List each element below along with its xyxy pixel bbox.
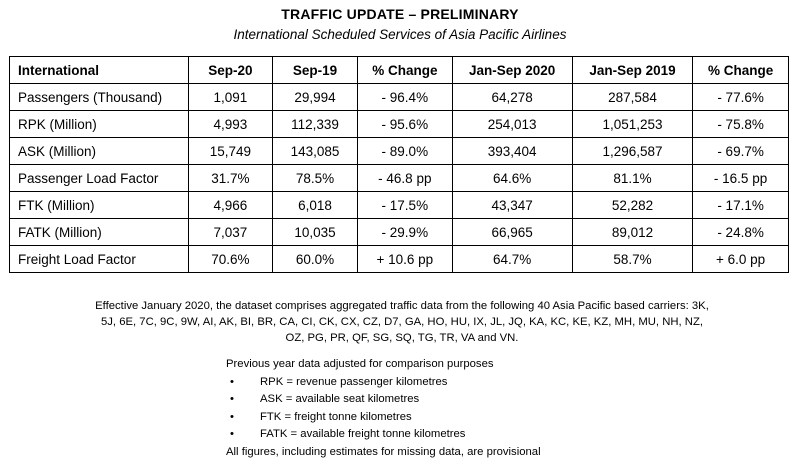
table-cell: 143,085 bbox=[272, 138, 357, 165]
definition-text: RPK = revenue passenger kilometres bbox=[260, 375, 448, 388]
table-cell: - 46.8 pp bbox=[358, 165, 452, 192]
column-header: % Change bbox=[693, 57, 789, 84]
page-subtitle: International Scheduled Services of Asia Pacific Airlines bbox=[233, 27, 567, 42]
table-row bbox=[10, 192, 789, 219]
table-cell: 70.6% bbox=[188, 246, 272, 273]
table-cell: 1,051,253 bbox=[572, 111, 692, 138]
table-cell: - 69.7% bbox=[693, 138, 789, 165]
table-cell: 1,296,587 bbox=[572, 138, 692, 165]
table-cell: 112,339 bbox=[272, 111, 357, 138]
table-cell: 52,282 bbox=[572, 192, 692, 219]
table-row bbox=[10, 84, 789, 111]
note-line: 5J, 6E, 7C, 9C, 9W, AI, AK, BI, BR, CA, CI, CK, CX, CZ, D7, GA, HO, HU, IX, JL, JQ, KA, KC, KE, KZ, MH, MU, NH, NZ, bbox=[100, 316, 703, 328]
table-cell: - 75.8% bbox=[693, 111, 789, 138]
table-cell: - 16.5 pp bbox=[693, 165, 789, 192]
table-cell: - 77.6% bbox=[693, 84, 789, 111]
table-cell: + 10.6 pp bbox=[358, 246, 452, 273]
table-cell: 66,965 bbox=[452, 219, 572, 246]
table-cell: 15,749 bbox=[188, 138, 272, 165]
table-cell: 4,966 bbox=[188, 192, 272, 219]
table-cell: - 17.1% bbox=[693, 192, 789, 219]
footnote-intro: Previous year data adjusted for comparison purposes bbox=[226, 358, 494, 370]
definition-text: FTK = freight tonne kilometres bbox=[260, 410, 412, 423]
table-cell: Passenger Load Factor bbox=[10, 165, 189, 192]
column-header: % Change bbox=[358, 57, 452, 84]
carrier-note bbox=[62, 298, 742, 346]
table-row bbox=[10, 111, 789, 138]
bullet-icon: • bbox=[230, 375, 234, 388]
table-cell: 254,013 bbox=[452, 111, 572, 138]
note-line: OZ, PG, PR, QF, SG, SQ, TG, TR, VA and VN. bbox=[285, 332, 519, 344]
table-cell: - 89.0% bbox=[358, 138, 452, 165]
table-row bbox=[10, 219, 789, 246]
table-cell: 4,993 bbox=[188, 111, 272, 138]
table-cell: 58.7% bbox=[572, 246, 692, 273]
bullet-icon: • bbox=[230, 393, 234, 405]
traffic-table bbox=[9, 56, 789, 273]
table-cell: - 95.6% bbox=[358, 111, 452, 138]
table-cell: 29,994 bbox=[272, 84, 357, 111]
table-cell: 287,584 bbox=[572, 84, 692, 111]
table-cell: 78.5% bbox=[272, 165, 357, 192]
column-header: Jan-Sep 2019 bbox=[572, 57, 692, 84]
table-cell: RPK (Million) bbox=[10, 111, 189, 138]
table-cell: 43,347 bbox=[452, 192, 572, 219]
table-cell: Passengers (Thousand) bbox=[10, 84, 189, 111]
table-cell: 1,091 bbox=[188, 84, 272, 111]
footnotes bbox=[226, 356, 746, 461]
table-row bbox=[10, 246, 789, 273]
definition-text: ASK = available seat kilometres bbox=[260, 393, 420, 405]
table-cell: + 6.0 pp bbox=[693, 246, 789, 273]
bullet-icon: • bbox=[230, 410, 234, 423]
table-cell: 81.1% bbox=[572, 165, 692, 192]
table-cell: 7,037 bbox=[188, 219, 272, 246]
page-title: TRAFFIC UPDATE – PRELIMINARY bbox=[281, 6, 519, 22]
table-cell: - 24.8% bbox=[693, 219, 789, 246]
definition-item bbox=[226, 374, 746, 392]
table-header-row bbox=[10, 57, 789, 84]
table-cell: 60.0% bbox=[272, 246, 357, 273]
definition-item bbox=[226, 409, 746, 427]
footnote-closing: All figures, including estimates for missing data, are provisional bbox=[226, 445, 541, 458]
table-cell: ASK (Million) bbox=[10, 138, 189, 165]
table-cell: 64.7% bbox=[452, 246, 572, 273]
table-cell: FTK (Million) bbox=[10, 192, 189, 219]
column-header: Sep-20 bbox=[188, 57, 272, 84]
column-header: Sep-19 bbox=[272, 57, 357, 84]
definition-item bbox=[226, 391, 746, 409]
table-cell: 64.6% bbox=[452, 165, 572, 192]
note-line: Effective January 2020, the dataset comprises aggregated traffic data from the following 40 Asia Pacific based carriers: 3K, bbox=[95, 300, 709, 312]
table-cell: 393,404 bbox=[452, 138, 572, 165]
table-row bbox=[10, 165, 789, 192]
table-cell: FATK (Million) bbox=[10, 219, 189, 246]
column-header: Jan-Sep 2020 bbox=[452, 57, 572, 84]
table-cell: 64,278 bbox=[452, 84, 572, 111]
table-cell: - 29.9% bbox=[358, 219, 452, 246]
table-cell: - 17.5% bbox=[358, 192, 452, 219]
column-header: International bbox=[10, 57, 189, 84]
bullet-icon: • bbox=[230, 428, 234, 440]
definition-text: FATK = available freight tonne kilometres bbox=[260, 428, 466, 440]
table-row bbox=[10, 138, 789, 165]
table-cell: 10,035 bbox=[272, 219, 357, 246]
table-cell: 89,012 bbox=[572, 219, 692, 246]
definition-item bbox=[226, 426, 746, 444]
table-cell: 6,018 bbox=[272, 192, 357, 219]
table-cell: - 96.4% bbox=[358, 84, 452, 111]
table-cell: 31.7% bbox=[188, 165, 272, 192]
table-cell: Freight Load Factor bbox=[10, 246, 189, 273]
